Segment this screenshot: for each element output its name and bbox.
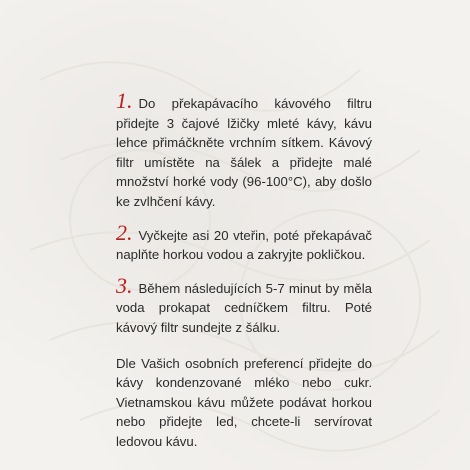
step-2: [116, 219, 372, 265]
step-3-number: 3.: [116, 272, 133, 298]
step-2-number: 2.: [116, 219, 133, 245]
instructions: [116, 88, 372, 465]
step-3-text: Během následujících 5-7 minut by měla voda prokapat cedníčkem filtru. Poté kávový filtr sundejte z šálku.: [116, 280, 372, 335]
step-1-number: 1.: [116, 88, 133, 113]
step-3: [116, 272, 372, 338]
serving-note: Dle Vašich osobních preferencí přidejte do kávy kondenzované mléko nebo cukr. Vietnamskou kávu můžete podávat horkou nebo přidejte led, chcete-li servírovat ledovou kávu.: [116, 355, 372, 449]
step-1-text: Do překapávacího kávového filtru přidejte 3 čajové lžičky mleté kávy, kávu lehce přimáčkněte vrchním sítkem. Kávový filtr umístěte na šálek a přidejte malé množství horké vody (96-100°C), aby došlo ke zvlhčení kávy.: [116, 96, 372, 209]
step-2-text: Vyčkejte asi 20 vteřin, poté překapávač naplňte horkou vodou a zakryjte pokličkou.: [116, 227, 372, 263]
step-1: [116, 88, 372, 212]
